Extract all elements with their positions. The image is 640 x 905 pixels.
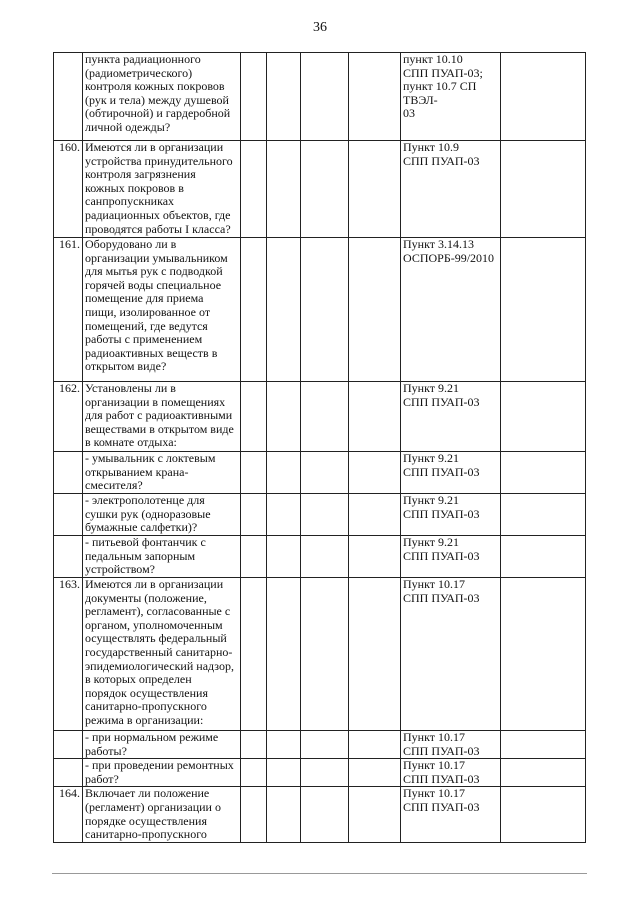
row-number [54,494,83,536]
answer-cell-na [301,759,349,787]
answer-cell-no [267,238,301,382]
answer-cell-na [301,141,349,238]
answer-cell-yes [241,53,267,141]
checklist-table [53,52,586,843]
row-number: 162. [54,382,83,452]
question-text: Включает ли положение (регламент) организации о порядке осуществления санитарно-пропускного [83,787,241,843]
question-text: Имеются ли в организации документы (положение, регламент), согласованные с органом, уполномоченным осуществлять федеральный государственный санитарно- эпидемиологический надзор, в которых определен порядок осуществления санитарно-пропускного режима в организации: [83,578,241,731]
question-text: Установлены ли в организации в помещениях для работ с радиоактивными веществами в открытом виде в комнате отдыха: [83,382,241,452]
answer-cell-extra [349,53,401,141]
answer-cell-yes [241,238,267,382]
answer-cell-yes [241,536,267,578]
answer-cell-no [267,141,301,238]
reference-text: Пункт 10.17 СПП ПУАП-03 [401,787,501,843]
answer-cell-no [267,759,301,787]
row-number: 161. [54,238,83,382]
table-row [54,141,586,238]
answer-cell-no [267,731,301,759]
row-number: 164. [54,787,83,843]
row-number [54,759,83,787]
answer-cell-extra [349,238,401,382]
answer-cell-yes [241,452,267,494]
table-row [54,787,586,843]
answer-cell-no [267,382,301,452]
answer-cell-na [301,494,349,536]
question-text: Оборудовано ли в организации умывальником для мытья рук с подводкой горячей воды специальное помещение для приема пищи, изолированное от помещений, где ведутся работы с применением радиоактивных веществ в открытом виде? [83,238,241,382]
row-number: 163. [54,578,83,731]
answer-cell-na [301,452,349,494]
answer-cell-na [301,53,349,141]
row-number: 160. [54,141,83,238]
notes-cell [501,787,586,843]
notes-cell [501,578,586,731]
notes-cell [501,494,586,536]
answer-cell-extra [349,141,401,238]
answer-cell-no [267,53,301,141]
notes-cell [501,53,586,141]
answer-cell-yes [241,141,267,238]
notes-cell [501,536,586,578]
table-row [54,759,586,787]
answer-cell-yes [241,759,267,787]
notes-cell [501,731,586,759]
question-text: - электрополотенце для сушки рук (одноразовые бумажные салфетки)? [83,494,241,536]
notes-cell [501,141,586,238]
row-number [54,536,83,578]
reference-text: Пункт 9.21 СПП ПУАП-03 [401,382,501,452]
row-number [54,452,83,494]
checklist-rows [54,53,586,843]
notes-cell [501,452,586,494]
answer-cell-no [267,494,301,536]
page-number: 36 [313,20,327,35]
answer-cell-no [267,578,301,731]
row-number [54,731,83,759]
answer-cell-yes [241,787,267,843]
answer-cell-yes [241,731,267,759]
answer-cell-yes [241,382,267,452]
reference-text: Пункт 9.21 СПП ПУАП-03 [401,452,501,494]
table-row [54,731,586,759]
answer-cell-na [301,536,349,578]
reference-text: Пункт 10.17 СПП ПУАП-03 [401,731,501,759]
answer-cell-na [301,731,349,759]
answer-cell-na [301,578,349,731]
answer-cell-yes [241,494,267,536]
table-row [54,452,586,494]
reference-text: Пункт 3.14.13 ОСПОРБ-99/2010 [401,238,501,382]
answer-cell-na [301,787,349,843]
answer-cell-na [301,238,349,382]
reference-text: Пункт 9.21 СПП ПУАП-03 [401,494,501,536]
answer-cell-no [267,536,301,578]
table-row [54,578,586,731]
table-row [54,53,586,141]
question-text: - при проведении ремонтных работ? [83,759,241,787]
reference-text: Пункт 9.21 СПП ПУАП-03 [401,536,501,578]
table-row [54,494,586,536]
question-text: - умывальник с локтевым открыванием крана- смесителя? [83,452,241,494]
table-row [54,536,586,578]
question-text: Имеются ли в организации устройства принудительного контроля загрязнения кожных покровов в санпропускниках радиационных объектов, где проводятся работы I класса? [83,141,241,238]
table-row [54,238,586,382]
answer-cell-na [301,382,349,452]
notes-cell [501,238,586,382]
answer-cell-extra [349,759,401,787]
question-text: - при нормальном режиме работы? [83,731,241,759]
question-text: пункта радиационного (радиометрического) контроля кожных покровов (рук и тела) между душевой (обтирочной) и гардеробной личной одежды? [83,53,241,141]
notes-cell [501,759,586,787]
answer-cell-extra [349,494,401,536]
answer-cell-extra [349,731,401,759]
answer-cell-extra [349,382,401,452]
answer-cell-no [267,787,301,843]
reference-text: Пункт 10.9 СПП ПУАП-03 [401,141,501,238]
question-text: - питьевой фонтанчик с педальным запорным устройством? [83,536,241,578]
reference-text: Пункт 10.17 СПП ПУАП-03 [401,759,501,787]
answer-cell-extra [349,787,401,843]
answer-cell-extra [349,578,401,731]
notes-cell [501,382,586,452]
answer-cell-extra [349,452,401,494]
answer-cell-no [267,452,301,494]
answer-cell-extra [349,536,401,578]
reference-text: Пункт 10.17 СПП ПУАП-03 [401,578,501,731]
page-bottom-line [52,873,587,874]
table-row [54,382,586,452]
row-number [54,53,83,141]
reference-text: пункт 10.10 СПП ПУАП-03; пункт 10.7 СП ТВЭЛ- 03 [401,53,501,141]
answer-cell-yes [241,578,267,731]
